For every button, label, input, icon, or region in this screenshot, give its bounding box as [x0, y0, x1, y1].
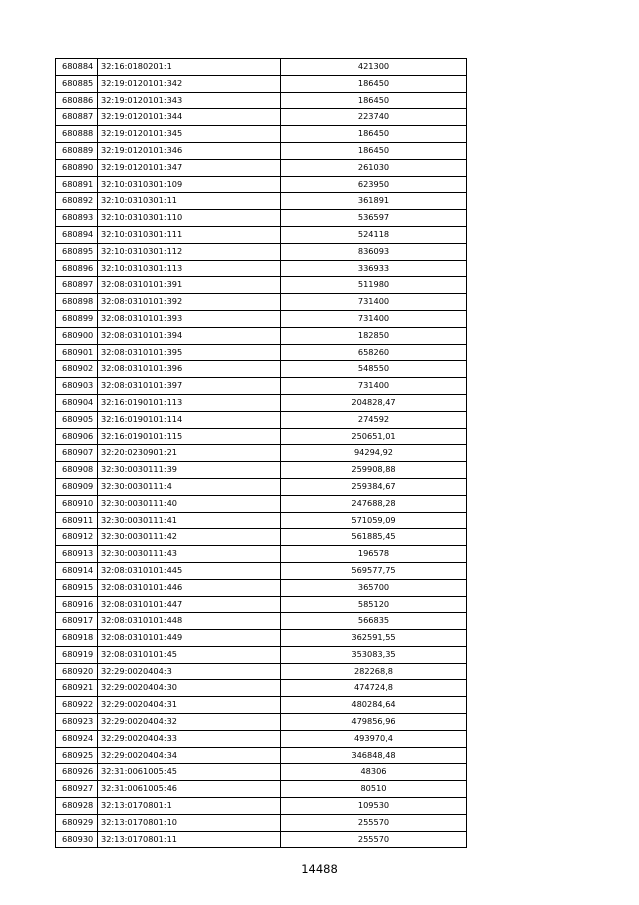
row-id-cell: 680926	[56, 764, 98, 781]
cadastral-number-cell: 32:19:0120101:342	[98, 75, 281, 92]
cadastral-number-cell: 32:10:0310301:11	[98, 193, 281, 210]
table-row	[56, 831, 467, 848]
row-id-cell: 680921	[56, 680, 98, 697]
value-cell: 282268,8	[281, 663, 467, 680]
table-row	[56, 478, 467, 495]
row-id-cell: 680896	[56, 260, 98, 277]
table-row	[56, 226, 467, 243]
table-row	[56, 445, 467, 462]
value-cell: 548550	[281, 361, 467, 378]
cadastral-number-cell: 32:08:0310101:45	[98, 646, 281, 663]
row-id-cell: 680913	[56, 546, 98, 563]
row-id-cell: 680892	[56, 193, 98, 210]
value-cell: 250651,01	[281, 428, 467, 445]
row-id-cell: 680904	[56, 394, 98, 411]
table-row	[56, 193, 467, 210]
cadastral-number-cell: 32:31:0061005:45	[98, 764, 281, 781]
cadastral-number-cell: 32:29:0020404:34	[98, 747, 281, 764]
row-id-cell: 680920	[56, 663, 98, 680]
table-row	[56, 327, 467, 344]
table-row	[56, 781, 467, 798]
row-id-cell: 680889	[56, 142, 98, 159]
value-cell: 336933	[281, 260, 467, 277]
value-cell: 247688,28	[281, 495, 467, 512]
value-cell: 566835	[281, 613, 467, 630]
value-cell: 731400	[281, 378, 467, 395]
row-id-cell: 680908	[56, 462, 98, 479]
row-id-cell: 680911	[56, 512, 98, 529]
value-cell: 731400	[281, 294, 467, 311]
table-row	[56, 512, 467, 529]
value-cell: 569577,75	[281, 562, 467, 579]
value-cell: 223740	[281, 109, 467, 126]
row-id-cell: 680917	[56, 613, 98, 630]
cadastral-number-cell: 32:08:0310101:392	[98, 294, 281, 311]
table-row	[56, 613, 467, 630]
cadastral-number-cell: 32:29:0020404:32	[98, 714, 281, 731]
table-row	[56, 546, 467, 563]
row-id-cell: 680886	[56, 92, 98, 109]
row-id-cell: 680901	[56, 344, 98, 361]
cadastral-number-cell: 32:30:0030111:41	[98, 512, 281, 529]
row-id-cell: 680894	[56, 226, 98, 243]
table-row	[56, 495, 467, 512]
table-row	[56, 663, 467, 680]
table-row	[56, 798, 467, 815]
table-row	[56, 109, 467, 126]
table-body	[56, 59, 467, 848]
row-id-cell: 680914	[56, 562, 98, 579]
cadastral-number-cell: 32:13:0170801:1	[98, 798, 281, 815]
cadastral-number-cell: 32:08:0310101:397	[98, 378, 281, 395]
value-cell: 346848,48	[281, 747, 467, 764]
table-row	[56, 730, 467, 747]
cadastral-number-cell: 32:30:0030111:39	[98, 462, 281, 479]
row-id-cell: 680899	[56, 310, 98, 327]
value-cell: 362591,55	[281, 630, 467, 647]
cadastral-number-cell: 32:20:0230901:21	[98, 445, 281, 462]
value-cell: 623950	[281, 176, 467, 193]
table-row	[56, 361, 467, 378]
table-row	[56, 428, 467, 445]
cadastral-number-cell: 32:16:0190101:113	[98, 394, 281, 411]
value-cell: 836093	[281, 243, 467, 260]
cadastral-number-cell: 32:10:0310301:113	[98, 260, 281, 277]
value-cell: 658260	[281, 344, 467, 361]
value-cell: 274592	[281, 411, 467, 428]
table-row	[56, 378, 467, 395]
value-cell: 585120	[281, 596, 467, 613]
table-row	[56, 411, 467, 428]
value-cell: 182850	[281, 327, 467, 344]
value-cell: 353083,35	[281, 646, 467, 663]
value-cell: 259908,88	[281, 462, 467, 479]
value-cell: 536597	[281, 210, 467, 227]
table-row	[56, 92, 467, 109]
cadastral-number-cell: 32:30:0030111:43	[98, 546, 281, 563]
table-row	[56, 176, 467, 193]
table-row	[56, 630, 467, 647]
table-row	[56, 243, 467, 260]
row-id-cell: 680925	[56, 747, 98, 764]
value-cell: 80510	[281, 781, 467, 798]
value-cell: 186450	[281, 75, 467, 92]
row-id-cell: 680928	[56, 798, 98, 815]
value-cell: 561885,45	[281, 529, 467, 546]
row-id-cell: 680898	[56, 294, 98, 311]
row-id-cell: 680909	[56, 478, 98, 495]
row-id-cell: 680912	[56, 529, 98, 546]
cadastral-number-cell: 32:30:0030111:40	[98, 495, 281, 512]
cadastral-number-cell: 32:30:0030111:4	[98, 478, 281, 495]
table-row	[56, 294, 467, 311]
value-cell: 255570	[281, 831, 467, 848]
table-row	[56, 462, 467, 479]
table-row	[56, 126, 467, 143]
row-id-cell: 680915	[56, 579, 98, 596]
value-cell: 255570	[281, 814, 467, 831]
row-id-cell: 680884	[56, 59, 98, 76]
table-row	[56, 764, 467, 781]
cadastral-number-cell: 32:29:0020404:30	[98, 680, 281, 697]
table-row	[56, 277, 467, 294]
cadastral-number-cell: 32:29:0020404:3	[98, 663, 281, 680]
row-id-cell: 680887	[56, 109, 98, 126]
value-cell: 524118	[281, 226, 467, 243]
table-row	[56, 142, 467, 159]
value-cell: 259384,67	[281, 478, 467, 495]
value-cell: 361891	[281, 193, 467, 210]
row-id-cell: 680910	[56, 495, 98, 512]
cadastral-number-cell: 32:30:0030111:42	[98, 529, 281, 546]
value-cell: 571059,09	[281, 512, 467, 529]
table-row	[56, 344, 467, 361]
row-id-cell: 680888	[56, 126, 98, 143]
row-id-cell: 680897	[56, 277, 98, 294]
row-id-cell: 680903	[56, 378, 98, 395]
cadastral-number-cell: 32:08:0310101:396	[98, 361, 281, 378]
value-cell: 511980	[281, 277, 467, 294]
table-row	[56, 579, 467, 596]
cadastral-number-cell: 32:08:0310101:448	[98, 613, 281, 630]
table-row	[56, 596, 467, 613]
table-row	[56, 394, 467, 411]
row-id-cell: 680929	[56, 814, 98, 831]
value-cell: 196578	[281, 546, 467, 563]
cadastral-number-cell: 32:16:0180201:1	[98, 59, 281, 76]
value-cell: 480284,64	[281, 697, 467, 714]
table-row	[56, 310, 467, 327]
cadastral-number-cell: 32:10:0310301:109	[98, 176, 281, 193]
table-row	[56, 159, 467, 176]
value-cell: 186450	[281, 126, 467, 143]
cadastral-number-cell: 32:08:0310101:449	[98, 630, 281, 647]
value-cell: 421300	[281, 59, 467, 76]
table-row	[56, 529, 467, 546]
row-id-cell: 680893	[56, 210, 98, 227]
row-id-cell: 680890	[56, 159, 98, 176]
row-id-cell: 680907	[56, 445, 98, 462]
table-row	[56, 59, 467, 76]
table-row	[56, 75, 467, 92]
value-cell: 186450	[281, 92, 467, 109]
cadastral-number-cell: 32:08:0310101:395	[98, 344, 281, 361]
row-id-cell: 680900	[56, 327, 98, 344]
row-id-cell: 680924	[56, 730, 98, 747]
value-cell: 479856,96	[281, 714, 467, 731]
row-id-cell: 680916	[56, 596, 98, 613]
table-row	[56, 210, 467, 227]
page-number: 14488	[301, 862, 338, 876]
row-id-cell: 680885	[56, 75, 98, 92]
table-row	[56, 562, 467, 579]
row-id-cell: 680927	[56, 781, 98, 798]
table-row	[56, 747, 467, 764]
value-cell: 731400	[281, 310, 467, 327]
row-id-cell: 680922	[56, 697, 98, 714]
row-id-cell: 680905	[56, 411, 98, 428]
cadastral-number-cell: 32:13:0170801:11	[98, 831, 281, 848]
cadastral-number-cell: 32:29:0020404:31	[98, 697, 281, 714]
cadastral-number-cell: 32:10:0310301:110	[98, 210, 281, 227]
cadastral-number-cell: 32:19:0120101:343	[98, 92, 281, 109]
row-id-cell: 680902	[56, 361, 98, 378]
cadastral-number-cell: 32:08:0310101:393	[98, 310, 281, 327]
value-cell: 109530	[281, 798, 467, 815]
row-id-cell: 680919	[56, 646, 98, 663]
row-id-cell: 680930	[56, 831, 98, 848]
cadastral-number-cell: 32:08:0310101:391	[98, 277, 281, 294]
cadastral-number-cell: 32:19:0120101:346	[98, 142, 281, 159]
cadastral-number-cell: 32:16:0190101:114	[98, 411, 281, 428]
table-row	[56, 697, 467, 714]
value-cell: 474724,8	[281, 680, 467, 697]
cadastral-number-cell: 32:29:0020404:33	[98, 730, 281, 747]
cadastral-number-cell: 32:19:0120101:344	[98, 109, 281, 126]
value-cell: 261030	[281, 159, 467, 176]
cadastral-number-cell: 32:08:0310101:394	[98, 327, 281, 344]
value-cell: 204828,47	[281, 394, 467, 411]
row-id-cell: 680923	[56, 714, 98, 731]
data-table	[55, 58, 467, 848]
table-row	[56, 714, 467, 731]
cadastral-number-cell: 32:08:0310101:445	[98, 562, 281, 579]
cadastral-number-cell: 32:31:0061005:46	[98, 781, 281, 798]
cadastral-number-cell: 32:19:0120101:347	[98, 159, 281, 176]
row-id-cell: 680891	[56, 176, 98, 193]
table-row	[56, 646, 467, 663]
cadastral-number-cell: 32:16:0190101:115	[98, 428, 281, 445]
cadastral-number-cell: 32:10:0310301:112	[98, 243, 281, 260]
value-cell: 186450	[281, 142, 467, 159]
cadastral-number-cell: 32:10:0310301:111	[98, 226, 281, 243]
row-id-cell: 680895	[56, 243, 98, 260]
cadastral-number-cell: 32:08:0310101:446	[98, 579, 281, 596]
cadastral-number-cell: 32:13:0170801:10	[98, 814, 281, 831]
value-cell: 48306	[281, 764, 467, 781]
row-id-cell: 680918	[56, 630, 98, 647]
value-cell: 493970,4	[281, 730, 467, 747]
cadastral-number-cell: 32:08:0310101:447	[98, 596, 281, 613]
row-id-cell: 680906	[56, 428, 98, 445]
table-row	[56, 260, 467, 277]
table-row	[56, 680, 467, 697]
cadastral-number-cell: 32:19:0120101:345	[98, 126, 281, 143]
table-row	[56, 814, 467, 831]
value-cell: 94294,92	[281, 445, 467, 462]
value-cell: 365700	[281, 579, 467, 596]
